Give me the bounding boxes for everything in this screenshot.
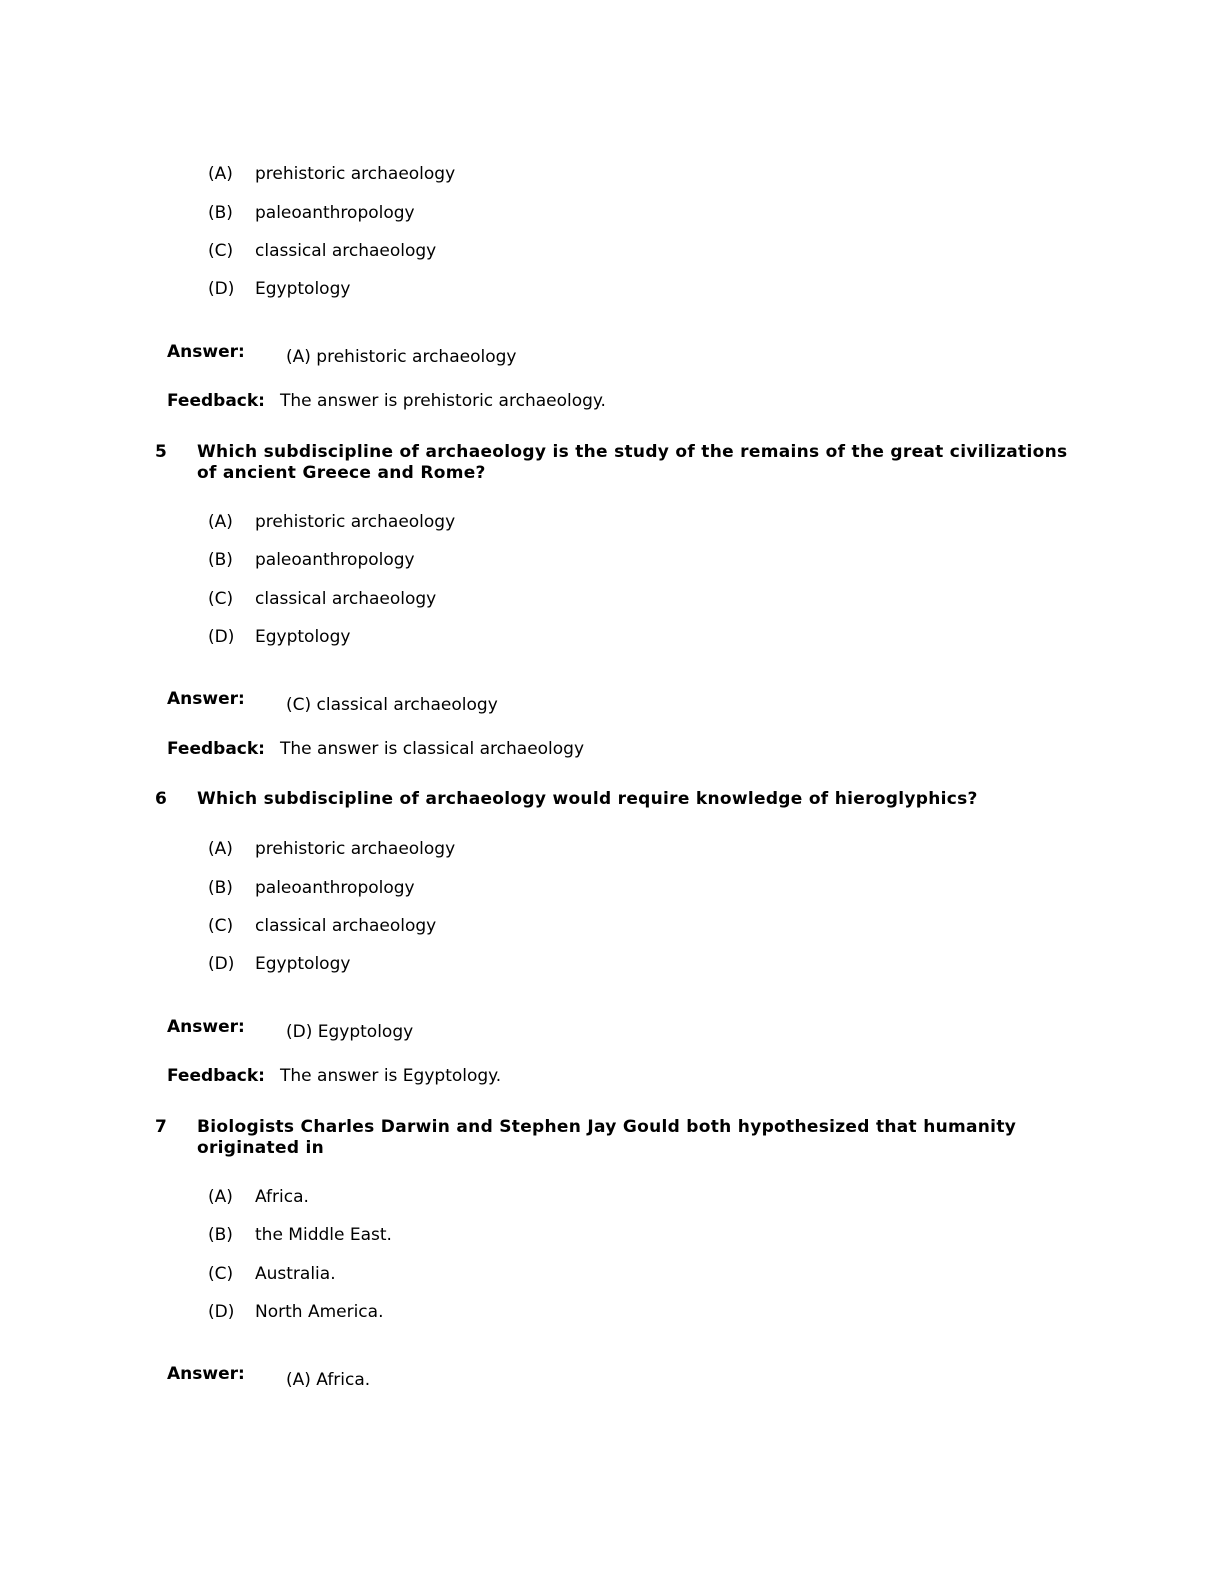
option-letter: (B)	[208, 203, 233, 223]
option-text: classical archaeology	[255, 241, 437, 261]
feedback-text: The answer is classical archaeology	[280, 739, 585, 759]
answer-label: Answer:	[167, 1364, 245, 1384]
answer-value: (C) classical archaeology	[286, 695, 498, 715]
feedback-label: Feedback:	[167, 1066, 265, 1086]
question-number: 7	[155, 1117, 167, 1137]
option-letter: (D)	[208, 627, 235, 647]
answer-label: Answer:	[167, 342, 245, 362]
option-text: paleoanthropology	[255, 203, 415, 223]
answer-label: Answer:	[167, 1017, 245, 1037]
answer-value: (A) prehistoric archaeology	[286, 347, 517, 367]
option-text: prehistoric archaeology	[255, 839, 456, 859]
answer-value: (A) Africa.	[286, 1370, 371, 1390]
option-text: classical archaeology	[255, 589, 437, 609]
option-letter: (C)	[208, 589, 234, 609]
question-text: Biologists Charles Darwin and Stephen Jay Gould both hypothesized that humanity originated in	[197, 1117, 1017, 1158]
option-letter: (A)	[208, 1187, 233, 1207]
feedback-text: The answer is prehistoric archaeology.	[280, 391, 606, 411]
option-text: prehistoric archaeology	[255, 512, 456, 532]
option-letter: (D)	[208, 1302, 235, 1322]
question-number: 6	[155, 789, 167, 809]
feedback-label: Feedback:	[167, 739, 265, 759]
option-text: Africa.	[255, 1187, 309, 1207]
option-letter: (A)	[208, 839, 233, 859]
option-letter: (D)	[208, 279, 235, 299]
option-text: prehistoric archaeology	[255, 164, 456, 184]
answer-label: Answer:	[167, 689, 245, 709]
feedback-text: The answer is Egyptology.	[280, 1066, 502, 1086]
option-letter: (C)	[208, 241, 234, 261]
option-letter: (C)	[208, 1264, 234, 1284]
question-text: Which subdiscipline of archaeology is the study of the remains of the great civilizations of ancient Greece and Rome?	[197, 442, 1068, 483]
option-text: North America.	[255, 1302, 384, 1322]
option-text: Egyptology	[255, 954, 351, 974]
option-text: the Middle East.	[255, 1225, 392, 1245]
option-letter: (A)	[208, 512, 233, 532]
feedback-label: Feedback:	[167, 391, 265, 411]
option-text: Egyptology	[255, 627, 351, 647]
option-letter: (A)	[208, 164, 233, 184]
option-text: paleoanthropology	[255, 550, 415, 570]
answer-value: (D) Egyptology	[286, 1022, 414, 1042]
option-letter: (B)	[208, 1225, 233, 1245]
option-letter: (B)	[208, 550, 233, 570]
option-letter: (D)	[208, 954, 235, 974]
question-number: 5	[155, 442, 167, 462]
option-letter: (C)	[208, 916, 234, 936]
option-text: Egyptology	[255, 279, 351, 299]
option-text: classical archaeology	[255, 916, 437, 936]
option-text: paleoanthropology	[255, 878, 415, 898]
option-letter: (B)	[208, 878, 233, 898]
question-text: Which subdiscipline of archaeology would require knowledge of hieroglyphics?	[197, 789, 978, 809]
option-text: Australia.	[255, 1264, 336, 1284]
